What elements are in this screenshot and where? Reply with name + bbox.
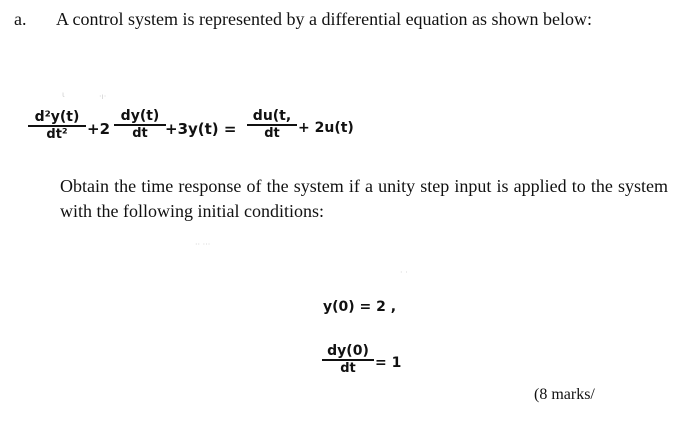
term-numerator: d²y(t) xyxy=(34,109,80,125)
term-denominator: dt xyxy=(340,360,356,376)
operator-plus-3y: +3y(t) = xyxy=(165,120,237,138)
scan-artifact: · · xyxy=(400,268,408,277)
term-denominator: dt² xyxy=(46,126,68,142)
operator-plus-2: +2 xyxy=(87,120,111,138)
question-label: a. xyxy=(14,9,27,29)
dy0-fraction xyxy=(322,343,374,376)
scan-artifact: ι xyxy=(62,90,65,99)
input-derivative-term xyxy=(247,108,297,141)
initial-condition-y0: y(0) = 2 , xyxy=(323,299,397,315)
term-numerator: dy(t) xyxy=(120,108,160,124)
scan-artifact: ·· ··· xyxy=(195,240,211,249)
term-numerator: dy(0) xyxy=(327,343,369,359)
scan-artifact: ·ı· xyxy=(99,92,107,101)
instruction-paragraph: Obtain the time response of the system if a unity step input is applied to the system with the following initial conditions: xyxy=(60,176,668,221)
marks-label: (8 marks/ xyxy=(534,386,595,403)
term-numerator: du(t, xyxy=(252,108,292,124)
term-denominator: dt xyxy=(132,125,148,141)
dy0-rhs: = 1 xyxy=(375,355,402,371)
question-text: A control system is represented by a differential equation as shown below: xyxy=(56,9,593,29)
first-derivative-term xyxy=(114,108,166,141)
term-denominator: dt xyxy=(264,125,280,141)
operator-plus-2u: + 2u(t) xyxy=(298,120,354,136)
second-derivative-term xyxy=(28,109,86,142)
